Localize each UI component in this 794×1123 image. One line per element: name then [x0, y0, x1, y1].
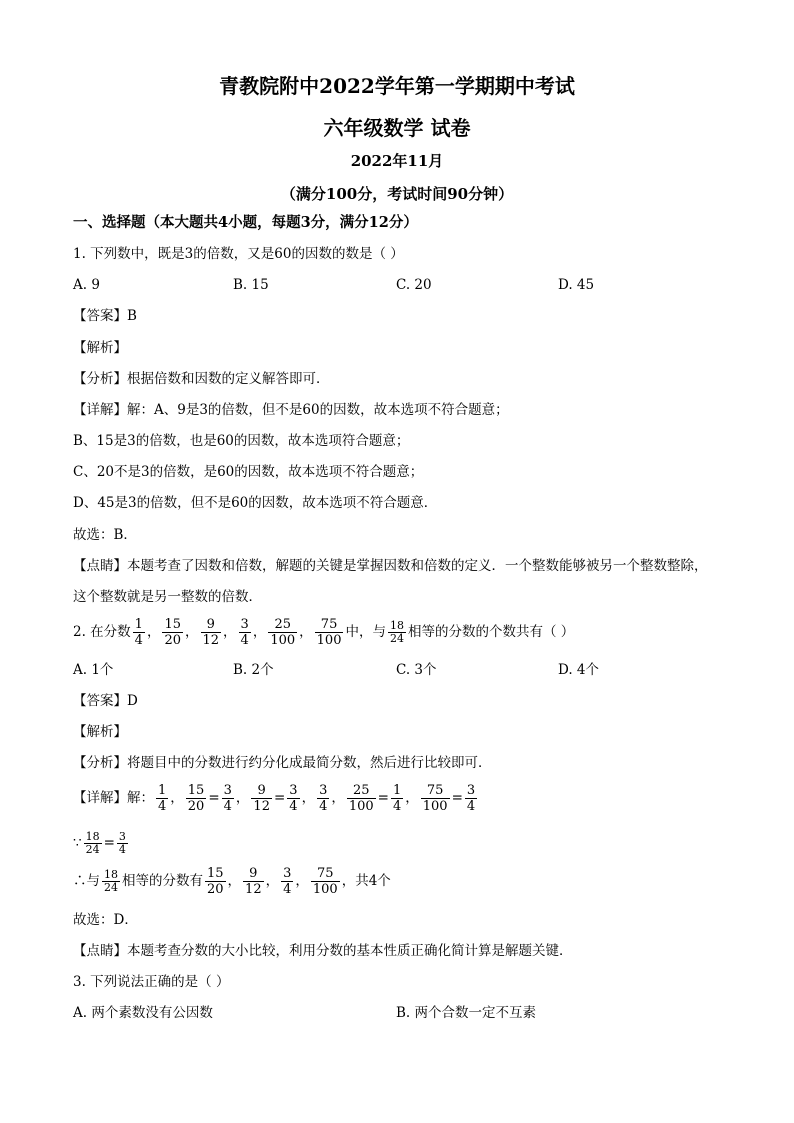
fraction-separator: ，	[301, 790, 316, 806]
dianjing-text: 本题考查分数的大小比较，利用分数的基本性质正确化简计算是解题关键．	[127, 943, 573, 959]
q2-fraction-list	[131, 617, 346, 648]
q1-answer	[73, 307, 137, 325]
xiangjie-tag: 【详解】	[73, 790, 127, 806]
equals-sign: =	[208, 790, 220, 806]
xiangjie-text: 解：A、9是3的倍数，但不是60的因数，故本选项不符合题意；	[127, 402, 509, 418]
q2-therefore	[73, 863, 391, 899]
therefore-end: ，共4个	[341, 873, 391, 889]
fenxi-tag: 【分析】	[73, 371, 127, 387]
therefore-target: $\frac{18}{24}$	[104, 868, 118, 894]
q1-option-c: C. 20	[396, 277, 432, 293]
q2-detail-fractions	[154, 783, 479, 814]
fraction: $\frac{25}{100}$	[270, 617, 296, 648]
q2-option-b: B. 2个	[233, 662, 274, 678]
q1-xiangjie-2: B、15是3的倍数，也是60的因数，故本选项符合题意；	[73, 433, 410, 449]
fraction: $\frac{75}{100}$	[422, 783, 448, 814]
fraction-separator: ，	[295, 873, 309, 889]
q2-option-a: A. 1个	[73, 662, 114, 678]
fraction: $\frac{9}{12}$	[253, 783, 270, 814]
q2-stem-mid: 中，与	[345, 624, 386, 640]
answer-value: D	[127, 693, 138, 709]
q1-option-b: B. 15	[233, 277, 269, 293]
fraction-separator: ，	[331, 790, 345, 806]
equals-sign: =	[377, 790, 389, 806]
q3-stem: 3. 下列说法正确的是（ ）	[73, 974, 230, 990]
answer-tag: 【答案】	[73, 308, 127, 324]
fraction-separator: ，	[185, 624, 199, 640]
fenxi-text: 根据倍数和因数的定义解答即可．	[127, 371, 330, 387]
q2-target-fraction: $\frac{18}{24}$	[389, 619, 404, 645]
fraction: $\frac{3}{4}$	[319, 783, 328, 814]
fraction-separator: ，	[299, 624, 313, 640]
therefore-fraction-list	[203, 866, 342, 897]
q3-option-b: B. 两个合数一定不互素	[396, 1005, 537, 1021]
fraction-separator: ，	[405, 790, 419, 806]
q1-dianjing-cont: 这个整数就是另一整数的倍数．	[73, 589, 262, 605]
equals-sign: =	[273, 790, 286, 806]
reduced-fraction: $\frac{3}{4}$	[223, 783, 232, 814]
fraction: $\frac{1}{4}$	[134, 617, 143, 648]
q3-option-a: A. 两个素数没有公因数	[73, 1005, 213, 1021]
q1-dianjing	[73, 557, 708, 575]
because-fraction: $\frac{18}{24}$	[85, 830, 100, 856]
q2-option-d: D. 4个	[558, 662, 600, 678]
fraction: $\frac{9}{12}$	[245, 866, 262, 897]
answer-value: B	[127, 308, 137, 324]
q2-stem-suffix: 相等的分数的个数共有（ ）	[407, 624, 575, 640]
fraction: $\frac{15}{20}$	[164, 617, 181, 648]
fenxi-tag: 【分析】	[73, 755, 127, 771]
therefore-mid: 相等的分数有	[122, 873, 203, 889]
q2-fenxi	[73, 754, 492, 772]
q2-answer	[73, 692, 138, 710]
exam-subtitle: 六年级数学 试卷	[323, 116, 471, 140]
fraction: $\frac{25}{100}$	[348, 783, 374, 814]
q2-xiangjie	[73, 780, 479, 816]
q2-option-c: C. 3个	[396, 662, 437, 678]
fraction: $\frac{15}{20}$	[207, 866, 224, 897]
dianjing-text: 本题考查了因数和倍数，解题的关键是掌握因数和倍数的定义．一个整数能够被另一个整数整除，	[127, 558, 708, 574]
q1-xiangjie-1	[73, 401, 509, 419]
fraction-separator: ，	[252, 624, 267, 640]
q2-choice: 故选：D．	[73, 912, 138, 928]
fenxi-text: 将题目中的分数进行约分化成最简分数，然后进行比较即可．	[127, 755, 492, 771]
fraction: $\frac{1}{4}$	[158, 783, 167, 814]
q2-stem-prefix: 2. 在分数	[73, 624, 131, 640]
fraction: $\frac{9}{12}$	[202, 617, 220, 648]
answer-tag: 【答案】	[73, 693, 127, 709]
q1-analysis-tag: 【解析】	[73, 340, 127, 356]
because-eq: =	[103, 835, 115, 851]
fraction: $\frac{3}{4}$	[283, 866, 292, 897]
reduced-fraction: $\frac{3}{4}$	[466, 783, 476, 814]
exam-date: 2022年11月	[350, 152, 444, 170]
therefore-prefix: ∴与	[73, 873, 100, 889]
fraction-separator: ，	[223, 624, 237, 640]
exam-title: 青教院附中2022学年第一学期期中考试	[219, 74, 575, 98]
q1-fenxi	[73, 370, 330, 388]
q1-choice: 故选：B．	[73, 527, 137, 543]
exam-note: （满分100分，考试时间90分钟）	[280, 185, 514, 203]
fraction-separator: ，	[227, 873, 242, 889]
fraction: $\frac{15}{20}$	[187, 783, 205, 814]
dianjing-tag: 【点睛】	[73, 943, 127, 959]
q1-option-d: D. 45	[558, 277, 595, 293]
xiangjie-prefix: 解：	[127, 790, 154, 806]
equals-sign: =	[451, 790, 463, 806]
q2-analysis-tag: 【解析】	[73, 724, 127, 740]
fraction: $\frac{3}{4}$	[240, 617, 249, 648]
section-heading: 一、选择题（本大题共4小题，每题3分，满分12分）	[73, 214, 418, 231]
reduced-fraction: $\frac{3}{4}$	[289, 783, 298, 814]
q1-option-a: A. 9	[73, 277, 100, 293]
fraction: $\frac{75}{100}$	[312, 866, 338, 897]
q1-xiangjie-4: D、45是3的倍数，但不是60的因数，故本选项不符合题意．	[73, 495, 438, 511]
fraction: $\frac{75}{100}$	[316, 617, 342, 648]
because-reduced: $\frac{3}{4}$	[118, 830, 126, 856]
dianjing-tag: 【点睛】	[73, 558, 127, 574]
q1-xiangjie-3: C、20不是3的倍数，是60的因数，故本选项不符合题意；	[73, 464, 424, 480]
q2-dianjing	[73, 942, 573, 960]
fraction-separator: ，	[146, 624, 161, 640]
fraction-separator: ，	[170, 790, 184, 806]
xiangjie-tag: 【详解】	[73, 402, 127, 418]
fraction-separator: ，	[265, 873, 280, 889]
fraction-separator: ，	[235, 790, 250, 806]
q2-stem	[73, 614, 574, 650]
reduced-fraction: $\frac{1}{4}$	[392, 783, 402, 814]
because-symbol: ∵	[73, 835, 82, 851]
q2-because	[73, 826, 130, 860]
q1-stem: 1. 下列数中，既是3的倍数，又是60的因数的数是（ ）	[73, 246, 404, 262]
